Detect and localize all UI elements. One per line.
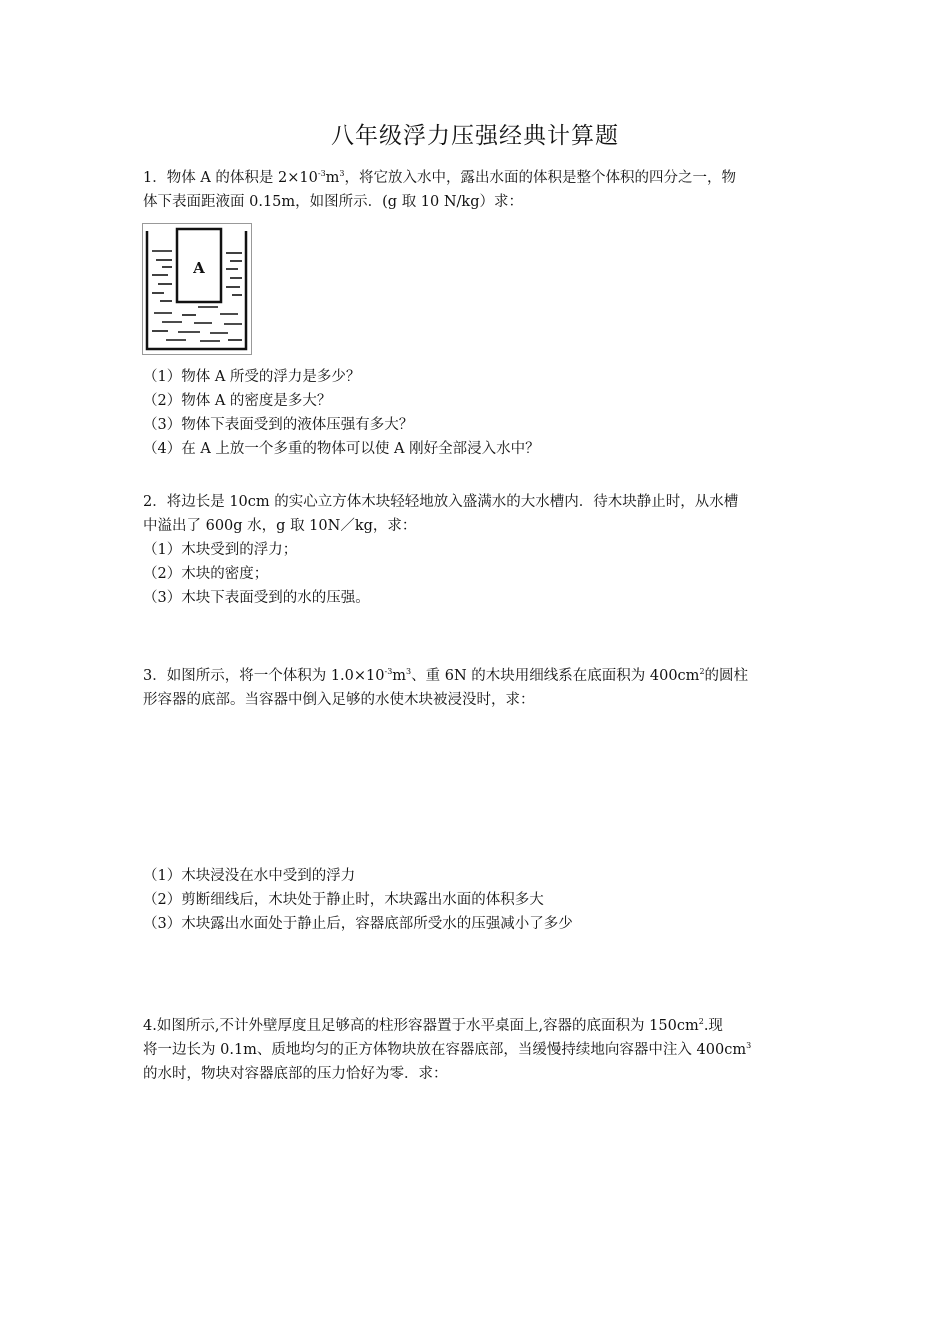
question-4-stem-line-2 <box>143 1038 813 1062</box>
question-3-stem <box>143 664 813 712</box>
exponent: 2 <box>699 667 705 677</box>
q2-sub-3: （3）木块下表面受到的水的压强。 <box>143 590 370 606</box>
question-4-stem <box>143 1014 813 1086</box>
question-1-stem-line-1 <box>143 166 813 190</box>
figure-block-in-water <box>142 223 252 355</box>
q2-sub-2: （2）木块的密度； <box>143 566 269 582</box>
question-4-stem-line-3: 的水时，物块对容器底部的压力恰好为零．求： <box>143 1066 448 1082</box>
text: 的圆柱 <box>704 668 749 684</box>
q3-sub-2: （2）剪断细线后，木块处于静止时，木块露出水面的体积多大 <box>143 892 544 908</box>
text: 4.如图所示,不计外壁厚度且足够高的柱形容器置于水平桌面上,容器的底面积为 150cm <box>143 1018 699 1034</box>
exponent: 3 <box>339 169 345 179</box>
unit: m <box>325 170 340 186</box>
question-3-stem-line-1 <box>143 664 813 688</box>
question-1-stem <box>143 166 813 214</box>
q1-sub-3: （3）物体下表面受到的液体压强有多大？ <box>143 417 414 433</box>
text: 、重 6N 的木块用细线系在底面积为 400cm <box>411 668 700 684</box>
text: 1．物体 A 的体积是 2×10 <box>143 170 318 186</box>
figure-label-a: A <box>193 259 205 277</box>
question-4-stem-line-1 <box>143 1014 813 1038</box>
unit: m <box>392 668 407 684</box>
question-3-subquestions <box>143 864 813 936</box>
q1-sub-1: （1）物体 A 所受的浮力是多少？ <box>143 369 361 385</box>
q1-sub-2: （2）物体 A 的密度是多大？ <box>143 393 332 409</box>
q3-sub-1: （1）木块浸没在水中受到的浮力 <box>143 868 356 884</box>
q1-sub-4: （4）在 A 上放一个多重的物体可以使 A 刚好全部浸入水中？ <box>143 441 540 457</box>
question-1-stem-line-2: 体下表面距液面 0.15m，如图所示．(g 取 10 N/kg）求： <box>143 194 524 210</box>
page-title: 八年级浮力压强经典计算题 <box>331 123 619 149</box>
q2-sub-1: （1）木块受到的浮力； <box>143 542 298 558</box>
question-2-stem-line-1: 2．将边长是 10cm 的实心立方体木块轻轻地放入盛满水的大水槽内．待木块静止时，从水槽 <box>143 494 739 510</box>
text: .现 <box>703 1018 723 1034</box>
text: 将一边长为 0.1m、质地均匀的正方体物块放在容器底部，当缓慢持续地向容器中注入 400cm <box>143 1042 747 1058</box>
text: 3．如图所示，将一个体积为 1.0×10 <box>143 668 385 684</box>
exponent: 2 <box>698 1017 704 1027</box>
exponent: -3 <box>317 169 326 179</box>
question-2-stem-line-2: 中溢出了 600g 水，g 取 10N／kg，求： <box>143 518 417 534</box>
exponent: -3 <box>384 667 393 677</box>
question-2 <box>143 490 813 610</box>
question-1-subquestions <box>143 365 813 461</box>
text: ，将它放入水中，露出水面的体积是整个体积的四分之一，物 <box>344 170 736 186</box>
question-3-stem-line-2: 形容器的底部。当容器中倒入足够的水使木块被浸没时，求： <box>143 692 535 708</box>
exponent: 3 <box>746 1041 752 1051</box>
q3-sub-3: （3）木块露出水面处于静止后，容器底部所受水的压强减小了多少 <box>143 916 573 932</box>
exponent: 3 <box>406 667 412 677</box>
